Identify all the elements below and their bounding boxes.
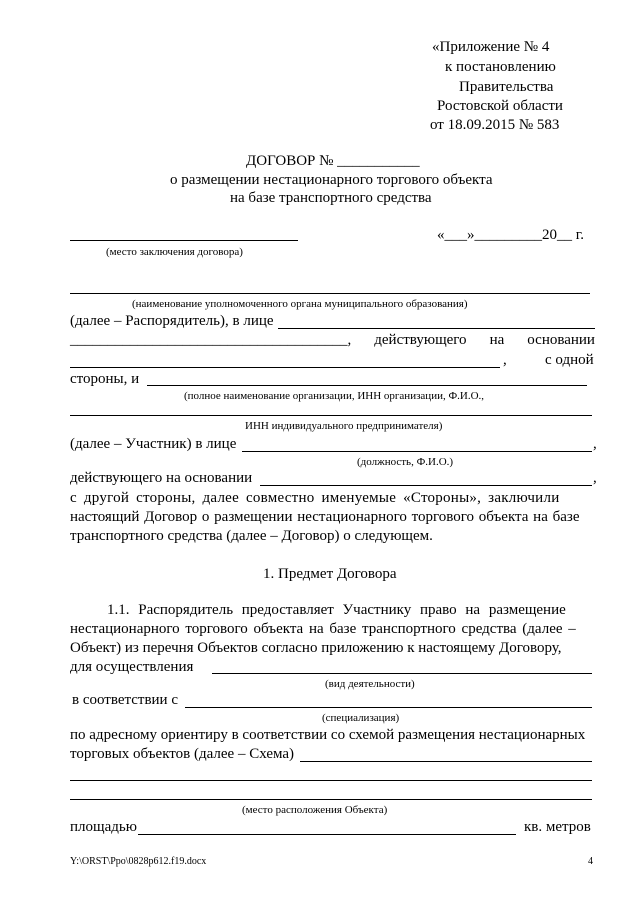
- clause-1-1-line-1: 1.1. Распорядитель предоставляет Участнику право на размещение: [107, 602, 566, 618]
- basis-comma: ,: [503, 352, 507, 368]
- clause-1-1-line-4: для осуществления: [70, 659, 194, 675]
- side-and-text: стороны, и: [70, 371, 140, 387]
- activity-line: [212, 673, 592, 674]
- one-side-text: с одной: [545, 352, 594, 368]
- participant-comma: ,: [593, 436, 597, 452]
- acting-word: действующего: [374, 332, 467, 348]
- scheme-text: торговых объектов (далее – Схема): [70, 746, 295, 762]
- footer-file-path: Y:\ORST\Ppo\0828p612.f19.docx: [70, 856, 207, 867]
- inn-ip-caption: ИНН индивидуального предпринимателя): [245, 420, 443, 432]
- org-full-caption: (полное наименование организации, ИНН организации, Ф.И.О.,: [184, 390, 485, 402]
- activity-caption: (вид деятельности): [325, 678, 415, 690]
- position-caption: (должность, Ф.И.О.): [357, 456, 454, 468]
- specialization-line: [185, 707, 592, 708]
- place-line: [70, 240, 298, 241]
- appendix-line-2: к постановлению: [445, 59, 556, 75]
- basis-word: основании: [527, 332, 595, 348]
- participant-representative-line: [242, 451, 592, 452]
- participant-line-2: [70, 415, 592, 416]
- contract-subtitle-1: о размещении нестационарного торгового объекта: [170, 172, 493, 188]
- square-meters-text: кв. метров: [524, 819, 591, 835]
- page-number: 4: [588, 856, 593, 867]
- agreement-text-1: настоящий Договор о размещении нестационарного торгового объекта на базе: [70, 509, 580, 525]
- location-line-1: [70, 780, 592, 781]
- on-word: на: [489, 332, 505, 348]
- participant-basis-comma: ,: [593, 470, 597, 486]
- acting-basis-row: [70, 331, 595, 349]
- appendix-line-3: Правительства: [459, 79, 554, 95]
- accordance-text: в соответствии с: [72, 692, 178, 708]
- other-side-text: с другой стороны, далее совместно именуемые «Стороны», заключили: [70, 490, 560, 506]
- address-text: по адресному ориентиру в соответствии со схемой размещения нестационарных: [70, 727, 586, 743]
- appendix-line-1: «Приложение № 4: [432, 39, 550, 55]
- area-text: площадью: [70, 819, 137, 835]
- participant-basis-line: [260, 485, 592, 486]
- date-field: «___»_________20__ г.: [437, 227, 584, 243]
- clause-1-1-line-2: нестационарного торгового объекта на базе транспортного средства (далее –: [70, 621, 576, 637]
- representative-line: [278, 328, 595, 329]
- area-line: [138, 834, 516, 835]
- contract-title: ДОГОВОР № ___________: [246, 153, 420, 169]
- acting-basis-blank: _____________________________________,: [70, 332, 352, 348]
- clause-1-1-line-3: Объект) из перечня Объектов согласно приложению к настоящему Договору,: [70, 640, 562, 656]
- agreement-text-2: транспортного средства (далее – Договор) о следующем.: [70, 528, 433, 544]
- acting-basis-text: действующего на основании: [70, 470, 253, 486]
- authority-caption: (наименование уполномоченного органа муниципального образования): [132, 298, 468, 310]
- contract-subtitle-2: на базе транспортного средства: [230, 190, 432, 206]
- scheme-line: [300, 761, 592, 762]
- distributor-text: (далее – Распорядитель), в лице: [70, 313, 274, 329]
- authority-line: [70, 293, 590, 294]
- basis-line: [70, 367, 500, 368]
- participant-text: (далее – Участник) в лице: [70, 436, 237, 452]
- appendix-line-4: Ростовской области: [437, 98, 563, 114]
- participant-name-line: [147, 385, 587, 386]
- location-line-2: [70, 799, 592, 800]
- object-location-caption: (место расположения Объекта): [242, 804, 388, 816]
- section-1-heading: 1. Предмет Договора: [263, 566, 397, 582]
- specialization-caption: (специализация): [322, 712, 400, 724]
- appendix-line-5: от 18.09.2015 № 583: [430, 117, 560, 133]
- place-caption: (место заключения договора): [106, 246, 243, 258]
